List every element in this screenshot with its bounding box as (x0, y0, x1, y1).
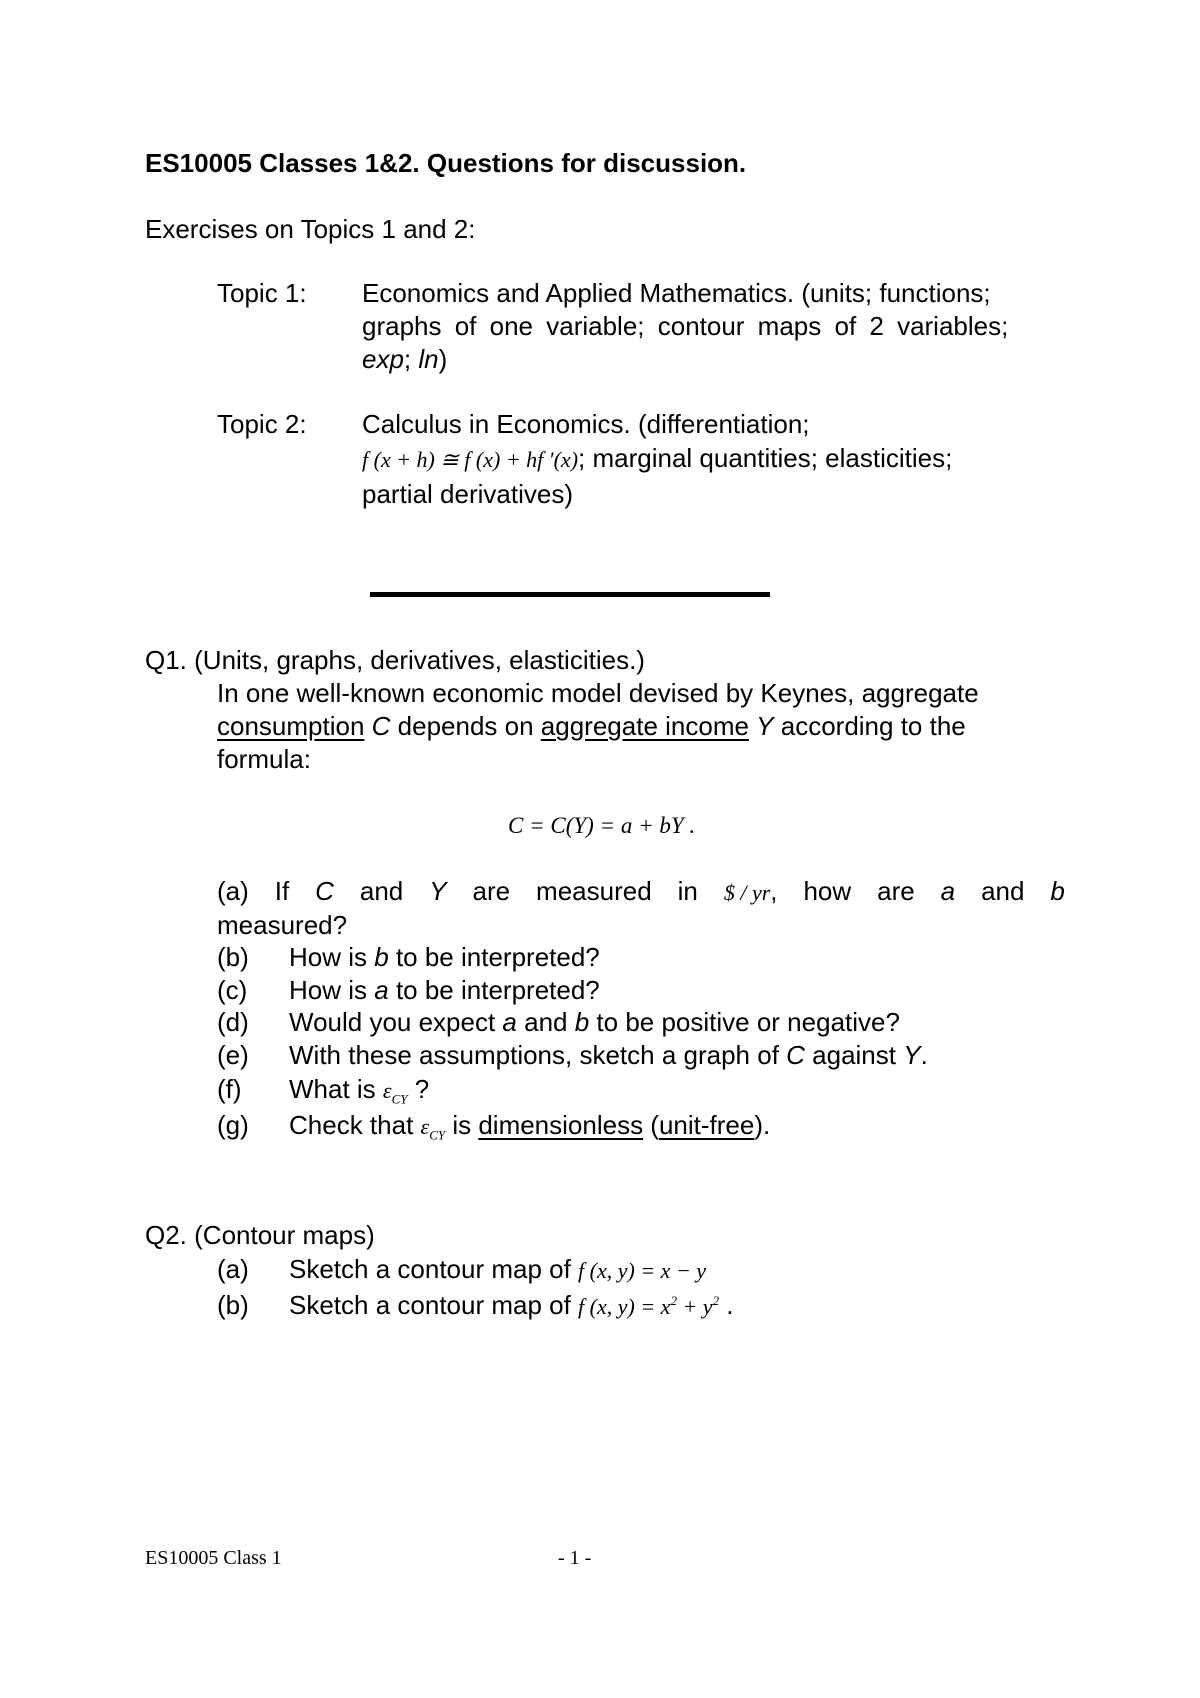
q1-part-a: (a) If C and Y are measured in $ / yr, how are a and b (217, 876, 1065, 906)
q2-heading: Q2. (Contour maps) (145, 1220, 375, 1250)
q2-part-a: (a) Sketch a contour map of f (x, y) = x − y (217, 1254, 707, 1284)
keynes-equation: C = C(Y) = a + bY . (508, 813, 696, 838)
q1-para-line2: consumption C depends on aggregate income Y according to the (217, 711, 966, 741)
taylor-formula: f (x + h) ≅ f (x) + hf ′(x) (362, 447, 579, 472)
q1-part-d: (d) Would you expect a and b to be positive or negative? (217, 1007, 900, 1037)
section-divider (370, 592, 770, 597)
q1-para-line1: In one well-known economic model devised by Keynes, aggregate (217, 678, 979, 708)
topic1-line2: graphs of one variable; contour maps of 2 variables; (362, 311, 1009, 341)
q2-part-b: (b) Sketch a contour map of f (x, $y) = x^2 + y^2$ . (217, 1290, 734, 1320)
q1-heading: Q1. (Units, graphs, derivatives, elasticities.) (145, 645, 645, 675)
q1-para-line3: formula: (217, 744, 311, 774)
topic2-line2: f (x + h) ≅ f (x) + hf ′(x); marginal quantities; elasticities; (362, 443, 953, 473)
topic2-label: Topic 2: (217, 409, 307, 439)
topic1-line1: Economics and Applied Mathematics. (units; functions; (362, 278, 991, 308)
document-title: ES10005 Classes 1&2. Questions for discussion. (145, 148, 747, 178)
elasticity-symbol: $\varepsilon_{CY}$ (420, 1114, 446, 1143)
page-number: - 1 - (558, 1547, 592, 1569)
q1-part-c: (c) How is a to be interpreted? (217, 975, 600, 1005)
topic2-line3: partial derivatives) (362, 479, 573, 509)
intro-text: Exercises on Topics 1 and 2: (145, 214, 476, 244)
q1-part-a-cont: measured? (217, 910, 348, 940)
footer-course: ES10005 Class 1 (145, 1547, 282, 1569)
q1-part-b: (b) How is b to be interpreted? (217, 942, 600, 972)
topic1-label: Topic 1: (217, 278, 307, 308)
q1-part-f: (f) What is $\varepsilon_{CY}$ ? (217, 1074, 430, 1107)
q1-part-g: (g) Check that $\varepsilon_{CY}$ is dimensionless (unit-free). (217, 1110, 771, 1143)
elasticity-symbol: $\varepsilon_{CY}$ (382, 1078, 408, 1107)
topic2-line1: Calculus in Economics. (differentiation; (362, 409, 810, 439)
q1-part-e: (e) With these assumptions, sketch a graph of C against Y. (217, 1040, 928, 1070)
topic1-line3: exp; ln) (362, 344, 448, 374)
